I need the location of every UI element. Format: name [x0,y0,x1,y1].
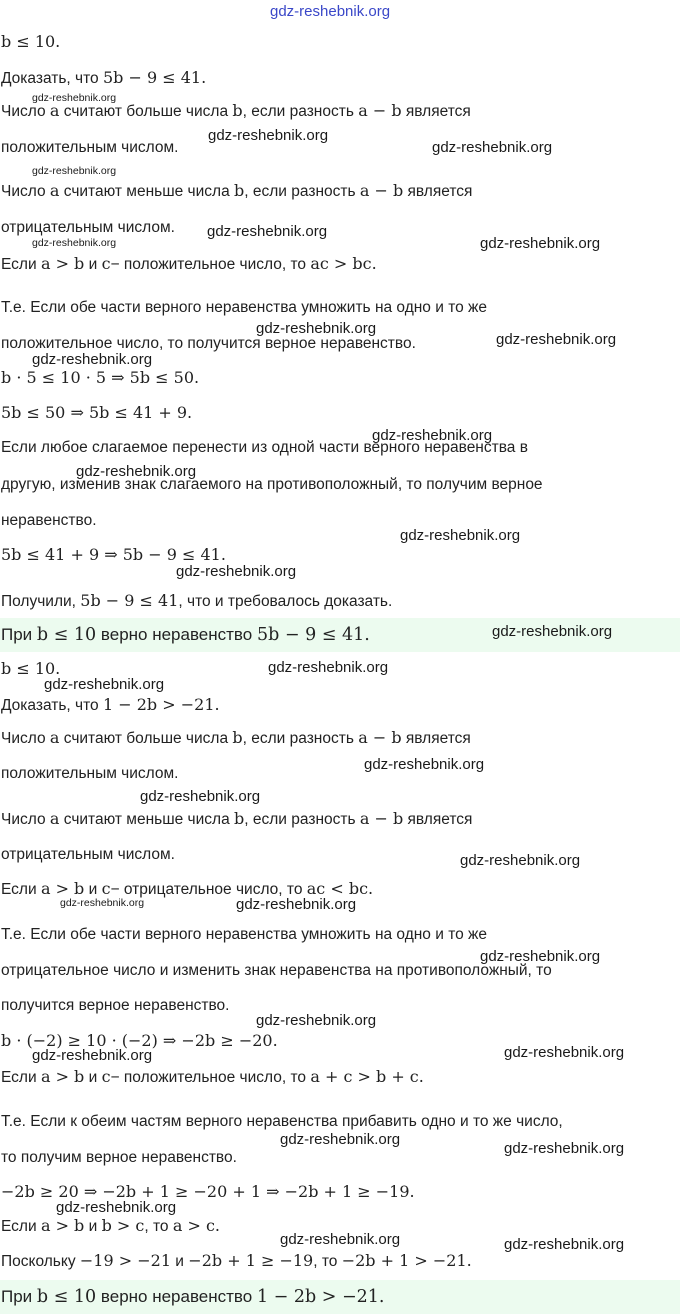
watermark: gdz-reshebnik.org [460,852,581,869]
explanation: Т.е. Если обе части верного неравенства умножить на одно и то же [1,926,488,943]
watermark: gdz-reshebnik.org [280,1231,401,1248]
watermark: gdz-reshebnik.org [207,223,328,240]
site-watermark: gdz-reshebnik.org [270,3,391,20]
property-multiply-negative: Если a > b и c− отрицательное число, то ac < bc. [1,879,374,898]
final-reasoning: Поскольку −19 > −21 и −2b + 1 ≥ −19, то −2b + 1 > −21. [1,1251,472,1270]
step-3: 5b ≤ 41 + 9 ⇒ 5b − 9 ≤ 41. [1,545,226,564]
conclusion: Получили, 5b − 9 ≤ 41, что и требовалось доказать. [1,591,393,610]
watermark: gdz-reshebnik.org [32,237,117,249]
watermark: gdz-reshebnik.org [208,127,329,144]
transfer-rule-cont2: неравенство. [1,512,97,529]
watermark: gdz-reshebnik.org [432,139,553,156]
watermark: gdz-reshebnik.org [56,1199,177,1216]
definition-greater-cont: положительным числом. [1,765,179,782]
property-multiply-positive: Если a > b и c− положительное число, то ac > bc. [1,254,377,273]
prove-line: Доказать, что 5b − 9 ≤ 41. [1,68,207,87]
answer-box: При b ≤ 10 верно неравенство 1 − 2b > −21. [0,1280,680,1314]
step-2: −2b ≥ 20 ⇒ −2b + 1 ≥ −20 + 1 ⇒ −2b + 1 ≥ −19. [1,1182,415,1201]
prove-line: Доказать, что 1 − 2b > −21. [1,695,220,714]
definition-less-cont: отрицательным числом. [1,846,175,863]
watermark: gdz-reshebnik.org [256,320,377,337]
watermark: gdz-reshebnik.org [268,659,389,676]
explanation-add: Т.е. Если к обеим частям верного неравенства прибавить одно и то же число, [1,1113,563,1130]
property-add: Если a > b и c− положительное число, то a + c > b + c. [1,1067,424,1086]
watermark: gdz-reshebnik.org [236,896,357,913]
explanation-cont: положительное число, то получится верное неравенство. [1,335,416,352]
definition-greater: Число a считают больше числа b, если разность a − b является [1,728,471,747]
watermark: gdz-reshebnik.org [480,948,601,965]
definition-less: Число a считают меньше числа b, если разность a − b является [1,181,473,200]
step-2: 5b ≤ 50 ⇒ 5b ≤ 41 + 9. [1,403,193,422]
watermark: gdz-reshebnik.org [364,756,485,773]
watermark: gdz-reshebnik.org [504,1044,625,1061]
answer-box: При b ≤ 10 верно неравенство 5b − 9 ≤ 41. [0,618,680,652]
given-line: b ≤ 10. [1,32,61,51]
watermark: gdz-reshebnik.org [280,1131,401,1148]
watermark: gdz-reshebnik.org [504,1236,625,1253]
watermark: gdz-reshebnik.org [32,92,117,104]
given-line: b ≤ 10. [1,659,61,678]
property-transitive: Если a > b и b > c, то a > c. [1,1216,220,1235]
watermark: gdz-reshebnik.org [480,235,601,252]
watermark: gdz-reshebnik.org [256,1012,377,1029]
watermark: gdz-reshebnik.org [400,527,521,544]
watermark: gdz-reshebnik.org [32,351,153,368]
definition-greater-cont: положительным числом. [1,139,179,156]
explanation-cont2: получится верное неравенство. [1,997,230,1014]
explanation-add-cont: то получим верное неравенство. [1,1149,237,1166]
watermark: gdz-reshebnik.org [492,623,613,640]
explanation: Т.е. Если обе части верного неравенства умножить на одно и то же [1,299,488,316]
watermark: gdz-reshebnik.org [44,676,165,693]
watermark: gdz-reshebnik.org [32,1047,153,1064]
step-1: b · (−2) ≥ 10 · (−2) ⇒ −2b ≥ −20. [1,1031,278,1050]
transfer-rule: Если любое слагаемое перенести из одной части верного неравенства в [1,439,528,456]
watermark: gdz-reshebnik.org [32,165,117,177]
watermark: gdz-reshebnik.org [60,897,145,909]
definition-less-cont: отрицательным числом. [1,219,175,236]
step-1: b · 5 ≤ 10 · 5 ⇒ 5b ≤ 50. [1,368,200,387]
definition-greater: Число a считают больше числа b, если разность a − b является [1,101,471,120]
watermark: gdz-reshebnik.org [496,331,617,348]
watermark: gdz-reshebnik.org [372,427,493,444]
definition-less: Число a считают меньше числа b, если разность a − b является [1,809,473,828]
watermark: gdz-reshebnik.org [176,563,297,580]
explanation-cont: отрицательное число и изменить знак неравенства на противоположный, то [1,962,552,979]
watermark: gdz-reshebnik.org [140,788,261,805]
transfer-rule-cont: другую, изменив знак слагаемого на противоположный, то получим верное [1,476,543,493]
watermark: gdz-reshebnik.org [504,1140,625,1157]
watermark: gdz-reshebnik.org [76,463,197,480]
